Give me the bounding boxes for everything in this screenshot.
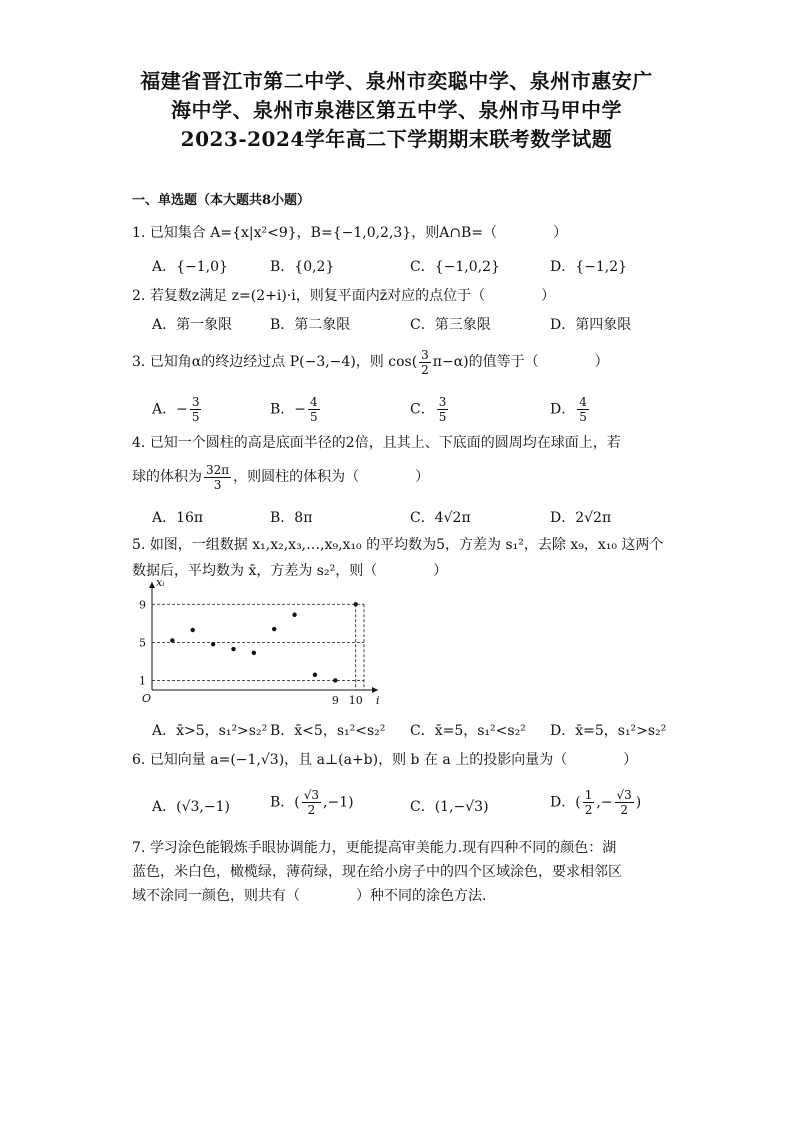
option-d[interactable]: D．2√2π [550, 510, 612, 526]
option-a[interactable]: A．{−1,0} [152, 259, 228, 275]
option-a[interactable]: A．x̄>5，s₁²>s₂² [152, 723, 268, 739]
y-tick-label: 5 [139, 636, 146, 650]
question-2 [132, 286, 672, 306]
option-a[interactable]: A．第一象限 [152, 317, 233, 333]
y-axis-arrow [149, 582, 155, 588]
question-7-line-3: 域不涂同一颜色，则共有（ ）种不同的涂色方法. [132, 888, 487, 904]
y-tick-label: 9 [139, 598, 146, 612]
option-a[interactable]: A．16π [152, 510, 204, 526]
question-number: 5. [132, 537, 146, 553]
question-2-options [152, 314, 672, 334]
x-axis-label: i [376, 694, 380, 707]
data-point [333, 678, 337, 682]
y-tick-label: 1 [139, 674, 146, 688]
fraction: $\frac{3}{2}$ [421, 347, 429, 377]
question-6-options [152, 788, 672, 824]
fraction: $\frac{32\pi}{3}$ [206, 462, 230, 492]
question-stem: 若复数z满足 z=(2+i)·i，则复平面内z̄对应的点位于（ ） [149, 288, 556, 304]
question-stem: 已知向量 a=(−1,√3)，且 a⊥(a+b)，则 b 在 a 上的投影向量为（ ） [149, 752, 638, 768]
option-c[interactable]: C．第三象限 [410, 317, 491, 333]
x-tick-label: 9 [331, 694, 339, 707]
y-axis-label: xᵢ [156, 576, 165, 589]
option-a[interactable]: A．(√3,−1) [152, 799, 230, 815]
question-5-line-2: 数据后，平均数为 x̄，方差为 s₂²，则（ ） [132, 563, 448, 579]
x-tick-label: 10 [348, 694, 363, 707]
question-5-options [152, 720, 672, 740]
option-c[interactable]: C．x̄=5，s₁²<s₂² [410, 723, 526, 739]
question-4-line-2: 球的体积为 $\frac{32\pi}{3}$ ，则圆柱的体积为（ ） [132, 462, 430, 492]
question-5-line-1 [132, 535, 672, 555]
option-d[interactable]: D．第四象限 [550, 317, 632, 333]
option-c[interactable]: C．4√2π [410, 510, 471, 526]
option-b[interactable]: B．− $\frac{4}{5}$ [270, 395, 318, 424]
question-stem: 已知一个圆柱的高是底面半径的2倍，且其上、下底面的圆周均在球面上，若 [149, 435, 621, 451]
question-stem: 如图，一组数据 x₁,x₂,x₃,…,x₉,x₁₀ 的平均数为5，方差为 s₁²，去除 x₉，x₁₀ 这两个 [149, 537, 664, 553]
question-4-line-1 [132, 433, 672, 453]
data-point [313, 673, 317, 677]
option-c[interactable]: C．(1,−√3) [410, 799, 489, 815]
data-point [231, 647, 235, 651]
x-axis-arrow [372, 687, 378, 693]
question-4-options [152, 507, 672, 527]
option-b[interactable]: B．第二象限 [270, 317, 351, 333]
data-point [252, 651, 256, 655]
question-stem: 学习涂色能锻炼手眼协调能力，更能提高审美能力.现有四种不同的颜色：湖 [149, 840, 617, 856]
option-b[interactable]: B．x̄<5，s₁²<s₂² [270, 723, 386, 739]
question-1-options [152, 256, 672, 276]
question-stem-part-b: π−α)的值等于（ ） [432, 354, 609, 370]
section-heading: 一、单选题（本大题共8小题） [132, 193, 311, 208]
option-c[interactable]: C．{−1,0,2} [410, 259, 500, 275]
data-point [354, 602, 358, 606]
question-3-options [152, 395, 672, 431]
origin-label: O [142, 692, 152, 705]
question-7-line-1 [132, 838, 672, 858]
data-point [292, 613, 296, 617]
title-line-2: 海中学、泉州市泉港区第五中学、泉州市马甲中学 [171, 98, 622, 122]
question-number: 4. [132, 435, 146, 451]
question-stem-part-a: 已知角α的终边经过点 P(−3,−4)，则 cos( [149, 354, 418, 370]
question-number: 7. [132, 840, 146, 856]
option-d[interactable]: D．x̄=5，s₁²>s₂² [550, 723, 667, 739]
title-line-1: 福建省晋江市第二中学、泉州市奕聪中学、泉州市惠安广 [140, 69, 653, 93]
data-point [211, 642, 215, 646]
question-3 [132, 345, 672, 379]
question-number: 3. [132, 354, 146, 370]
option-b[interactable]: B．8π [270, 510, 313, 526]
scatter-chart [132, 576, 382, 710]
option-c[interactable]: C． $\frac{3}{5}$ [410, 395, 447, 424]
question-number: 6. [132, 752, 146, 768]
data-point [272, 627, 276, 631]
option-d[interactable]: D． $\frac{4}{5}$ [550, 395, 587, 424]
option-b[interactable]: B．{0,2} [270, 259, 335, 275]
chart-layer [139, 576, 380, 707]
question-1 [132, 223, 672, 243]
question-7-line-2: 蓝色，米白色，橄榄绿，薄荷绿，现在给小房子中的四个区域涂色，要求相邻区 [132, 864, 622, 880]
question-6 [132, 750, 672, 770]
question-number: 1. [132, 225, 146, 241]
option-b[interactable]: B．( $\frac{√3}{2}$ ,−1) [270, 788, 354, 817]
question-stem: 已知集合 A={x|x²<9}，B={−1,0,2,3}，则A∩B=（ ） [149, 225, 568, 241]
option-a[interactable]: A．− $\frac{3}{5}$ [152, 395, 200, 424]
data-point [191, 628, 195, 632]
question-number: 2. [132, 288, 146, 304]
option-d[interactable]: D．( $\frac{1}{2}$ ,− $\frac{√3}{2}$ ) [550, 788, 642, 817]
data-point [170, 638, 174, 642]
option-d[interactable]: D．{−1,2} [550, 259, 628, 275]
title-line-3: 2023-2024学年高二下学期期末联考数学试题 [180, 127, 613, 151]
